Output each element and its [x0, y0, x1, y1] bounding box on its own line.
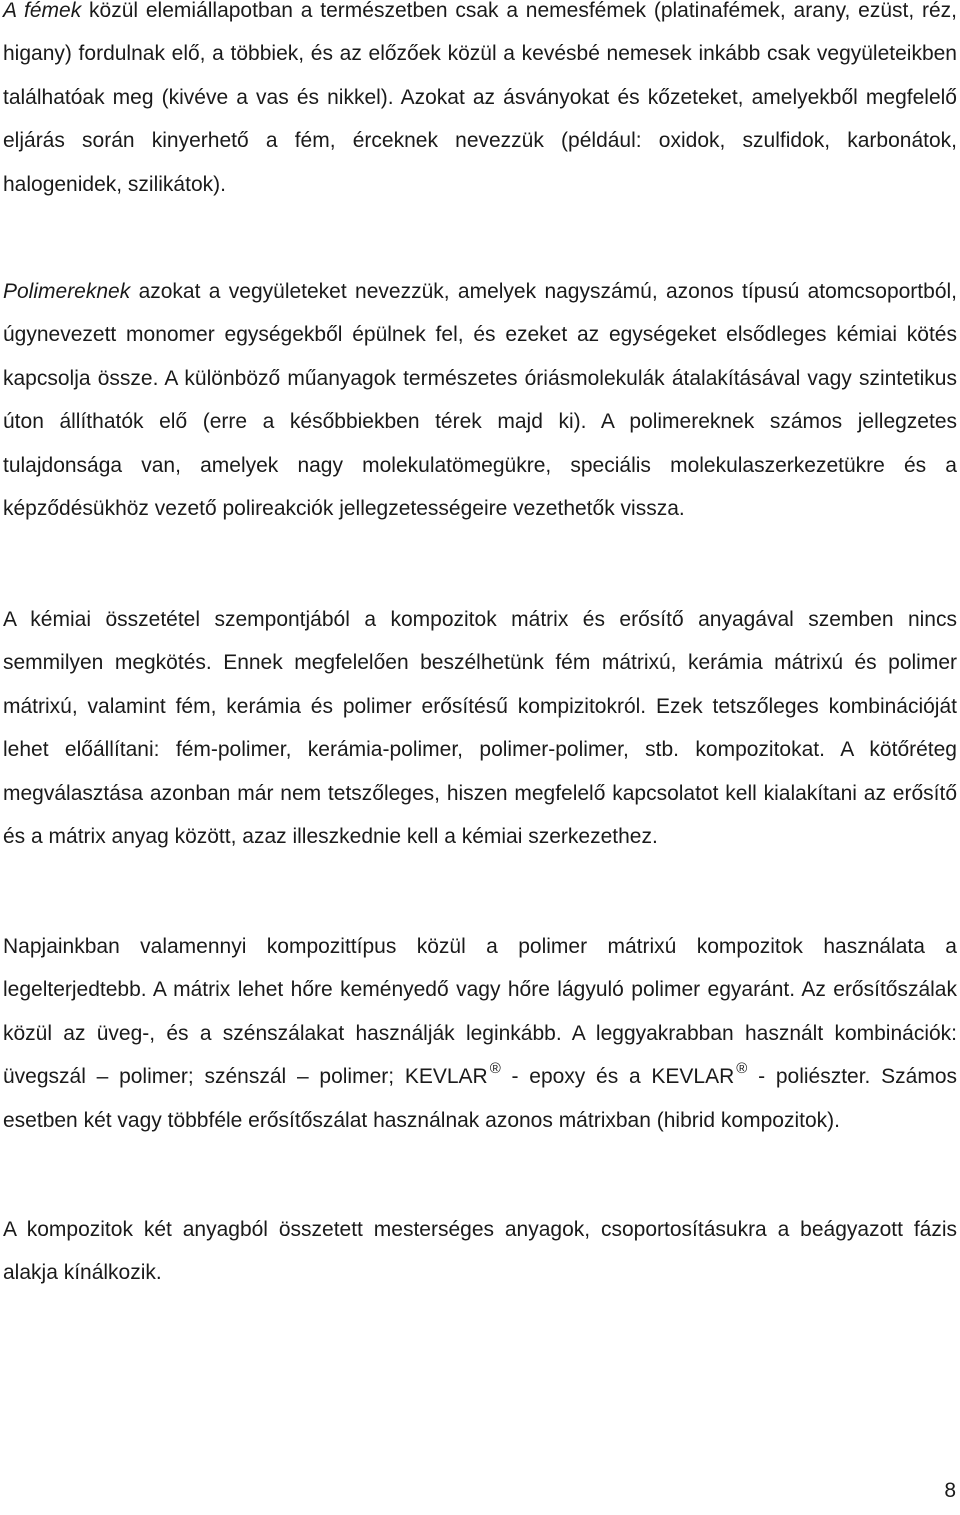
paragraph-metals — [3, 0, 957, 206]
paragraph-text: azokat a vegyületeket nevezzük, amelyek nagyszámú, azonos típusú atomcsoportból, úgynevezett monomer egységekből épülnek fel, és ezeket az egységeket elsődleges kémiai kötés kapcsolja össze. A különböző műanyagok természetes óriásmolekulák átalakításával vagy szintetikus úton állíthatók elő (erre a későbbiekben térek majd ki). A polimereknek számos jellegzetes tulajdonsága van, amelyek nagy molekulatömegükre, speciális molekulaszerkezetükre és a képződésükhöz vezető polireakciók jellegzetességeire vezethetők vissza. — [3, 280, 957, 521]
paragraph-lead-term: Polimereknek — [3, 280, 131, 303]
paragraph-classification: A kompozitok két anyagból összetett mesterséges anyagok, csoportosításukra a beágyazott fázis alakja kínálkozik. — [3, 1218, 957, 1285]
page-number: 8 — [944, 1479, 956, 1502]
paragraph-text: Napjainkban valamennyi kompozittípus közül a polimer mátrixú kompozitok használata a legelterjedtebb. A mátrix lehet hőre keményedő vagy hőre lágyuló polimer egyaránt. Az erősítőszálak közül az üveg-, és a szénszálakat használják leginkább. A leggyakrabban használt kombinációk: üvegszál – polimer; szénszál – polimer; KEVLAR — [3, 935, 957, 1089]
registered-trademark-symbol: ® — [736, 1060, 748, 1078]
paragraph-lead-term: A fémek — [3, 0, 82, 22]
paragraph-chemical-composition: A kémiai összetétel szempontjából a kompozitok mátrix és erősítő anyagával szemben nincs semmilyen megkötés. Ennek megfelelően beszélhetünk fém mátrixú, kerámia mátrixú és polimer mátrixú, valamint fém, kerámia és polimer erősítésű kompizitokról. Ezek tetszőleges kombinációját lehet előállítani: fém-polimer, kerámia-polimer, polimer-polimer, stb. kompozitokat. A kötőréteg megválasztása azonban már nem tetszőleges, hiszen megfelelő kapcsolatot kell kialakítani az erősítő és a mátrix anyag között, azaz illeszkednie kell a kémiai szerkezethez. — [3, 608, 957, 849]
paragraph-polymers — [3, 270, 957, 530]
paragraph-text: - poliészter. Számos esetben két vagy többféle erősítőszálat használnak azonos mátrixban (hibrid kompozitok). — [3, 1065, 957, 1132]
paragraph-text: - epoxy és a KEVLAR — [500, 1065, 735, 1089]
registered-trademark-symbol: ® — [489, 1060, 501, 1078]
paragraph-text: közül elemiállapotban a természetben csak a nemesfémek (platinafémek, arany, ezüst, réz, higany) fordulnak elő, a többiek, és az előzőek közül a kevésbé nemesek inkább csak vegyületeikben találhatóak meg (kivéve a vas és nikkel). Azokat az ásványokat és kőzeteket, amelyekből megfelelő eljárás során kinyerhető a fém, érceknek nevezzük (például: oxidok, szulfidok, karbonátok, halogenidek, szilikátok). — [3, 0, 958, 196]
paragraph-polymer-matrix — [3, 925, 957, 1142]
